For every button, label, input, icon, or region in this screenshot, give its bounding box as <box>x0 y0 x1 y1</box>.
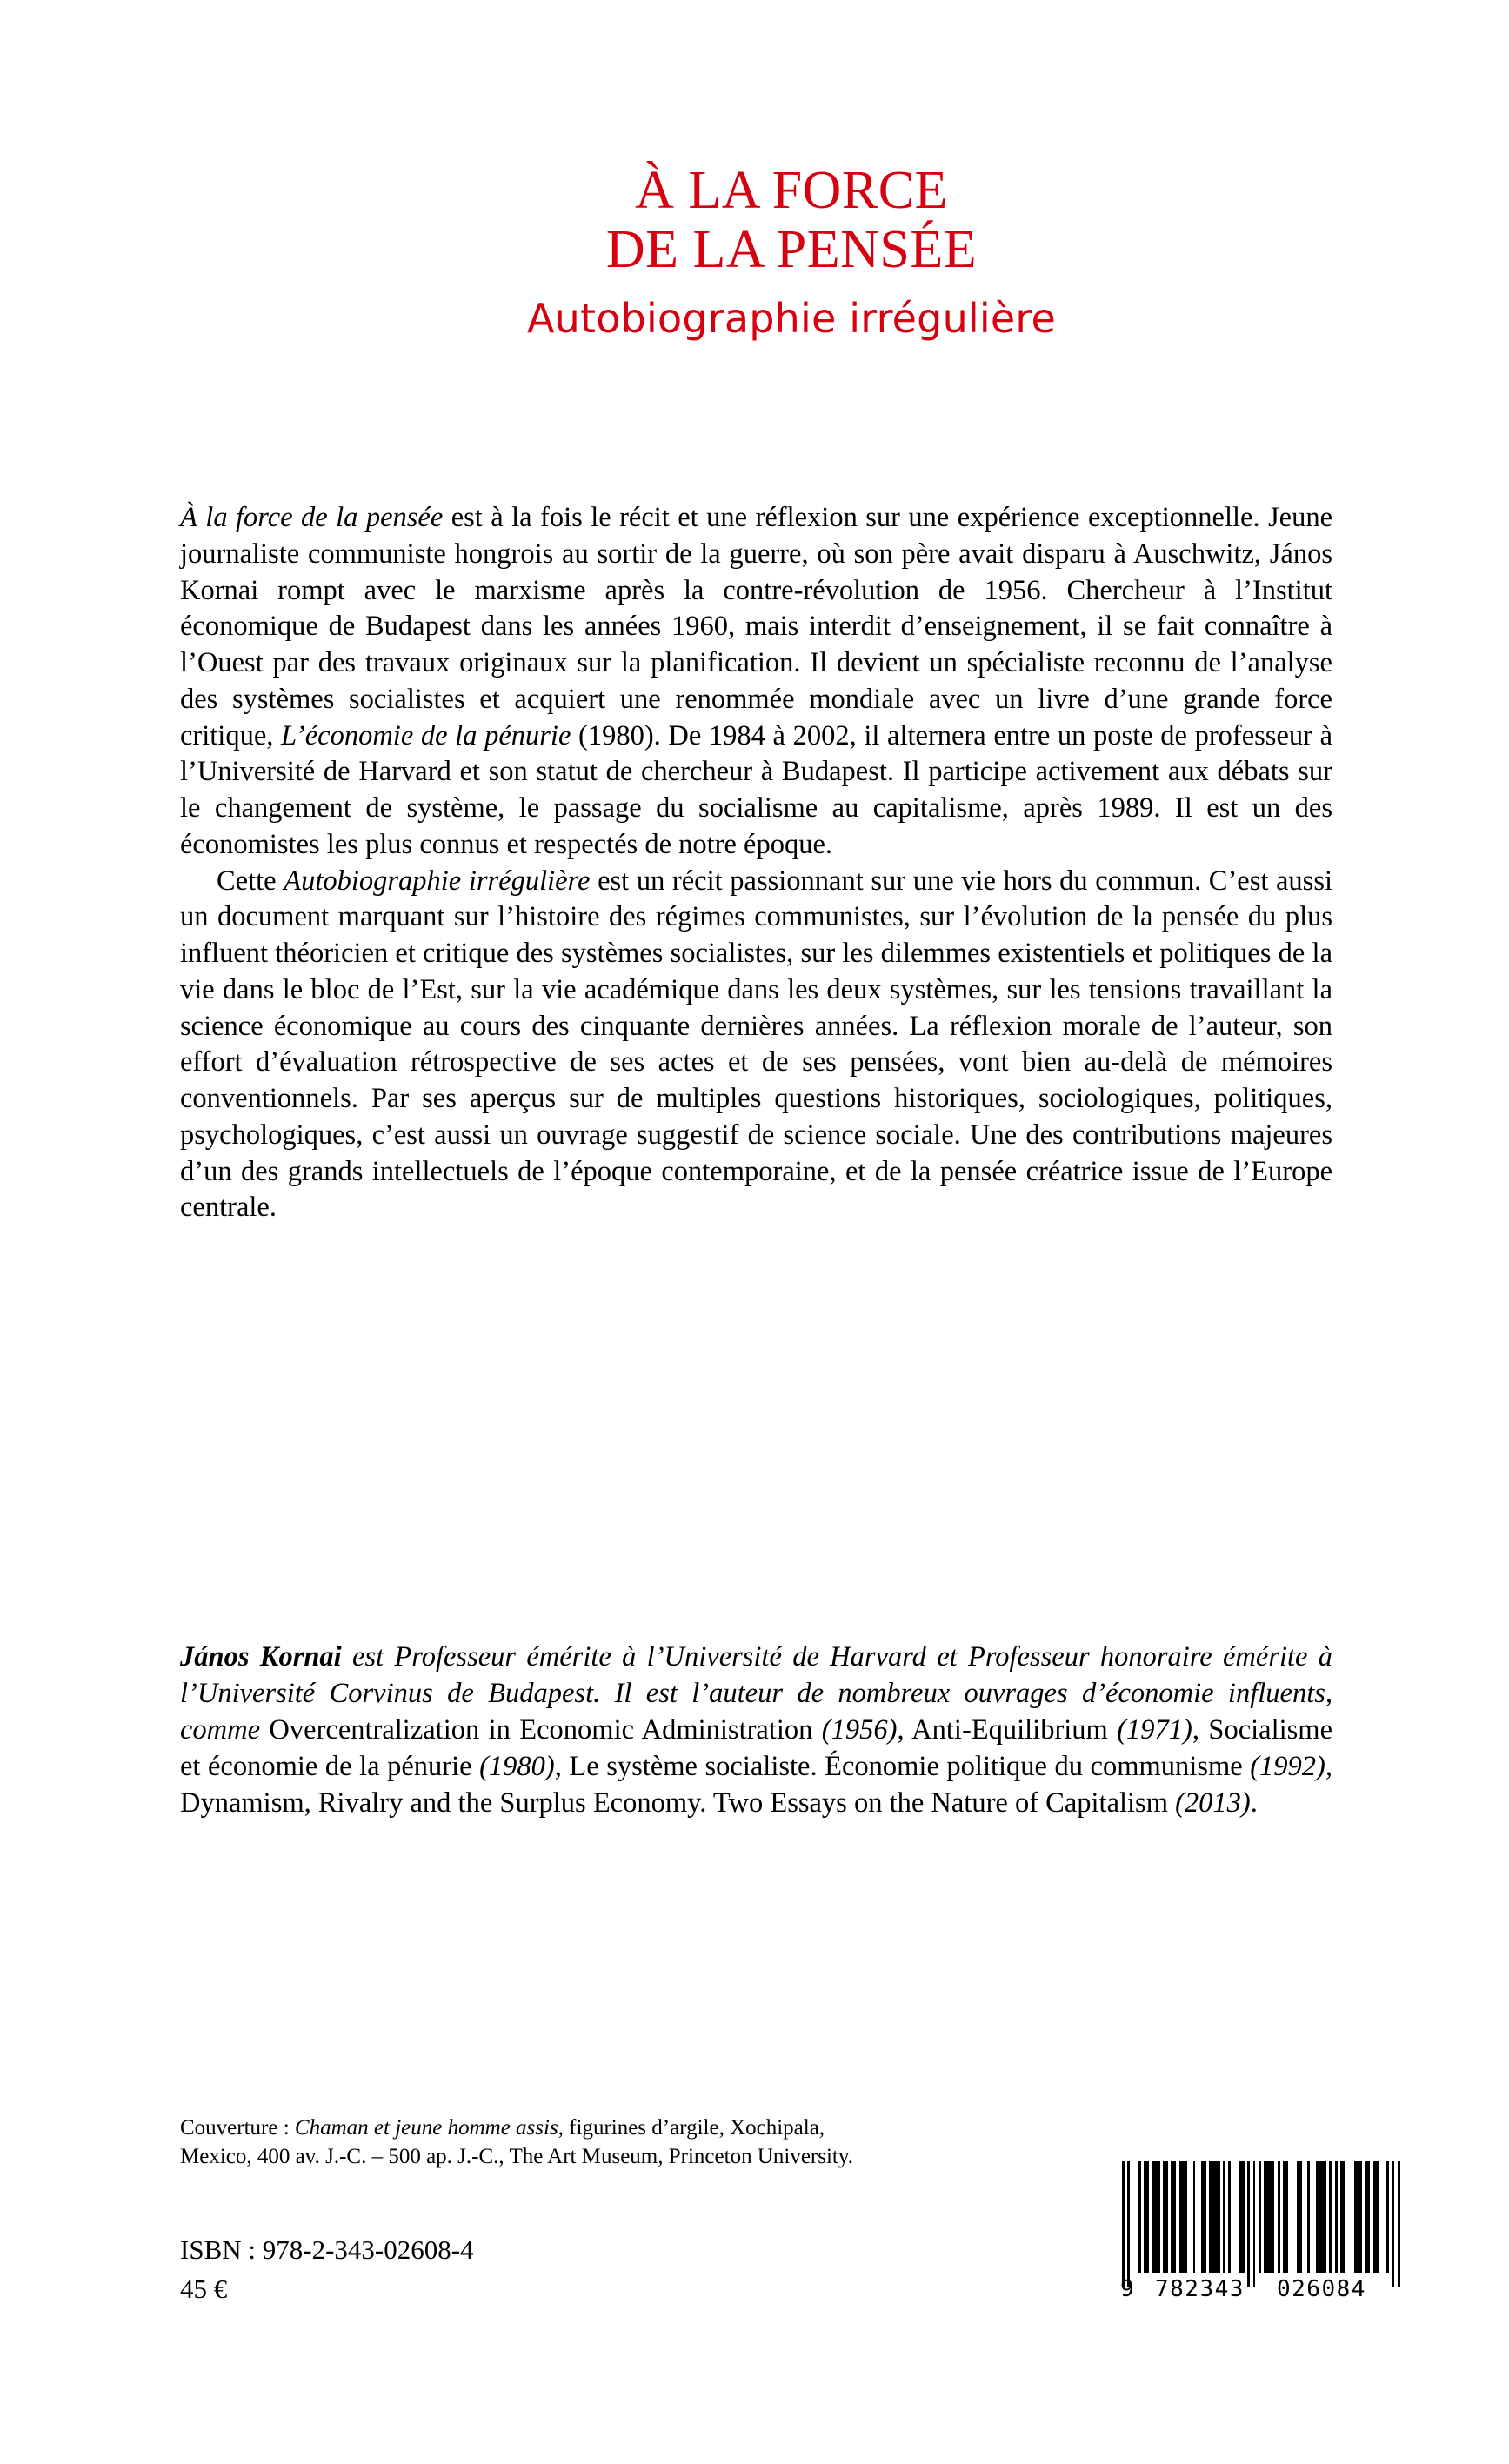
isbn-block <box>180 2231 474 2309</box>
cover-credit <box>180 2113 1137 2171</box>
bio-work-1-year: (1956) <box>812 1713 898 1746</box>
blurb-para2-lead: Cette <box>217 865 284 897</box>
blurb-para1-body: est à la fois le récit et une réflexion sur une expérience exceptionnelle. Jeune journaliste communiste hongrois au sortir de la guerre, où son père avait disparu à Auschwitz, János Kornai rompt avec le marxisme après la contre-révolution de 1956. Chercheur à l’Institut économique de Budapest dans les années 1960, mais interdit d’enseignement, il se fait connaître à l’Ouest par des travaux originaux sur la planification. Il devient un spécialiste reconnu de l’analyse des systèmes socialistes et acquiert une renommée mondiale avec un livre d’une grande force critique, <box>180 502 1332 751</box>
cover-credit-artwork-title: Chaman et jeune homme assis <box>294 2116 558 2140</box>
isbn-text: ISBN : 978-2-343-02608-4 <box>180 2234 474 2265</box>
bio-work-1: Overcentralization in Economic Administration <box>269 1713 813 1746</box>
bio-work-2: , Anti-Equilibrium <box>897 1713 1108 1746</box>
blurb-text <box>180 500 1332 1226</box>
bio-italic-1: est Professeur émérite à l’Université de Harvard et Professeur honoraire émérite à l’Université Corvinus de Budapest <box>180 1641 1332 1709</box>
blurb-para2-body: est un récit passionnant sur une vie hors du commun. C’est aussi un document marquant sur l’histoire des régimes communistes, sur l’évolution de la pensée du plus influent théoricien et critique des systèmes socialistes, sur les dilemmes existentiels et politiques de la vie dans le bloc de l’Est, sur la vie académique dans les deux systèmes, sur les tensions travaillant la science économique au cours des cinquante dernières années. La réflexion morale de l’auteur, son effort d’évaluation rétrospective de ses actes et de ses pensées, vont bien au-delà de mémoires conventionnels. Par ses aperçus sur de multiples questions historiques, sociologiques, politiques, psychologiques, c’est aussi un ouvrage suggestif de science sociale. Une des contributions majeures d’un des grands intellectuels de l’époque contemporaine, et de la pensée créatrice issue de l’Europe centrale. <box>180 865 1332 1224</box>
subtitle-inline: Autobiographie irrégulière <box>284 865 591 897</box>
subtitle: Autobiographie irrégulière <box>527 295 1056 343</box>
author-bio-paragraph <box>180 1639 1332 1822</box>
cover-credit-desc: , figurines d’argile, Xochipala, <box>558 2116 825 2140</box>
cover-credit-label: Couverture : <box>180 2116 295 2140</box>
barcode-lead-digit: 9 <box>1120 2276 1136 2302</box>
bio-work-2-year: (1971) <box>1107 1713 1192 1746</box>
blurb-paragraph-2 <box>180 864 1332 1227</box>
author-name: János Kornai <box>180 1641 342 1673</box>
book-title-inline: À la force de la pensée <box>180 502 444 533</box>
bio-work-5-year: (2013) <box>1167 1786 1251 1819</box>
title-line-2: DE LA PENSÉE <box>605 220 978 280</box>
bio-comme: , comme <box>180 1677 1332 1746</box>
blurb-paragraph-1 <box>180 500 1332 864</box>
page-title <box>183 161 1400 279</box>
bio-work-3-year: (1980) <box>471 1750 555 1782</box>
title-block <box>183 161 1400 342</box>
cover-credit-line-2: Mexico, 400 av. J.-C. – 500 ap. J.-C., The Art Museum, Princeton University. <box>180 2145 853 2168</box>
bio-end: . <box>1250 1786 1258 1819</box>
work-title-penurie: L’économie de la pénurie <box>281 719 571 751</box>
barcode-bars <box>1122 2161 1400 2287</box>
blurb-para1-tail: (1980). De 1984 à 2002, il alternera entre un poste de professeur à l’Université de Harvard et son statut de chercheur à Budapest. Il participe activement aux débats sur le changement de système, le passage du socialisme au capitalisme, après 1989. Il est un des économistes les plus connus et respectés de notre époque. <box>180 719 1333 860</box>
bio-work-4-year: (1992) <box>1242 1750 1325 1782</box>
bio-work-4: , Le système socialiste. Économie politique du communisme <box>554 1750 1243 1782</box>
barcode <box>1122 2161 1400 2327</box>
author-bio <box>180 1639 1332 1822</box>
cover-credit-line-1 <box>180 2113 1137 2142</box>
price-text: 45 € <box>180 2273 228 2304</box>
title-line-1: À LA FORCE <box>635 161 948 220</box>
bio-work-5: , Dynamism, Rivalry and the Surplus Economy. Two Essays on the Nature of Capitalism <box>180 1750 1333 1819</box>
bio-work-3: , Socialisme et économie de la pénurie <box>180 1713 1332 1782</box>
barcode-digits <box>1122 2276 1400 2302</box>
barcode-group-1: 782343 <box>1155 2276 1245 2302</box>
barcode-group-2: 026084 <box>1277 2276 1366 2302</box>
bio-italic-2: . Il est l’auteur de nombreux ouvrages d’économie influents <box>593 1677 1325 1709</box>
